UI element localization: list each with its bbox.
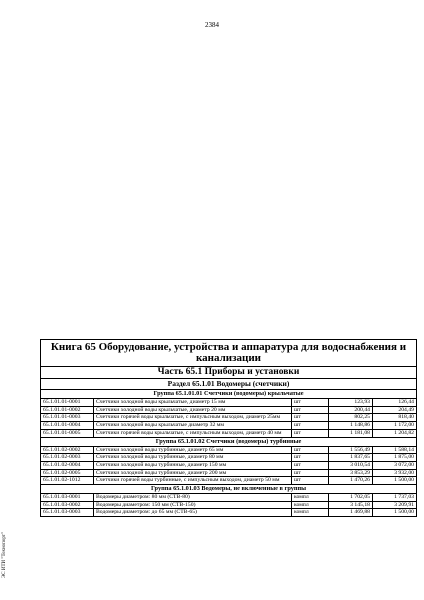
- item-price-2: 3 072,00: [373, 461, 417, 469]
- item-unit: шт: [292, 477, 329, 485]
- item-code: 65.1.01.01-0001: [41, 399, 94, 407]
- item-price-1: 1 469,88: [329, 509, 373, 517]
- item-name: Счетчики холодной воды турбинные, диаметр 65 мм: [94, 446, 292, 454]
- item-unit: шт: [292, 406, 329, 414]
- item-name: Водомеры диаметром: 80 мм (СТВ-80): [94, 494, 292, 502]
- item-price-1: 200,44: [329, 406, 373, 414]
- item-code: 65.1.01.01-0005: [41, 429, 94, 437]
- table-row: [41, 429, 417, 437]
- item-price-2: 1 737,03: [373, 494, 417, 502]
- item-code: 65.1.01.03-0001: [41, 494, 94, 502]
- item-code: 65.1.01.01-0002: [41, 406, 94, 414]
- item-price-1: 3 145,18: [329, 501, 373, 509]
- item-price-2: 1 172,00: [373, 422, 417, 430]
- page-number: 2384: [205, 21, 219, 29]
- group-header-row: [41, 390, 417, 399]
- book-title: Книга 65 Оборудование, устройства и аппаратура для водоснабжения и канализации: [41, 340, 417, 367]
- item-name: Водомеры диаметром: до 65 мм (СТВ-65): [94, 509, 292, 517]
- item-price-1: 802,25: [329, 414, 373, 422]
- item-unit: шт: [292, 429, 329, 437]
- item-unit: компл: [292, 494, 329, 502]
- item-code: 65.1.01.03-0003: [41, 509, 94, 517]
- item-name: Счетчики холодной воды крыльчатые, диаметр 15 мм: [94, 399, 292, 407]
- item-code: 65.1.01.02-0005: [41, 469, 94, 477]
- item-name: Счетчики горячей воды крыльчатые, с импульсным выходом, диаметр 25мм: [94, 414, 292, 422]
- item-code: 65.1.01.01-0003: [41, 414, 94, 422]
- table-row: [41, 477, 417, 485]
- part-title: Часть 65.1 Приборы и установки: [41, 367, 417, 379]
- item-price-1: 123,93: [329, 399, 373, 407]
- item-name: Счетчики холодной воды крыльчатые, диаметр 20 мм: [94, 406, 292, 414]
- item-unit: шт: [292, 461, 329, 469]
- item-unit: шт: [292, 399, 329, 407]
- group-header-row: [41, 437, 417, 446]
- item-unit: шт: [292, 469, 329, 477]
- table-row: [41, 494, 417, 502]
- item-price-1: 1 148,86: [329, 422, 373, 430]
- item-price-2: 1 500,00: [373, 477, 417, 485]
- item-unit: шт: [292, 446, 329, 454]
- side-stamp-text: ЭС ИТИ "Технопорт": [2, 532, 7, 578]
- item-unit: компл: [292, 501, 329, 509]
- item-code: 65.1.01.02-0003: [41, 454, 94, 462]
- table-row: [41, 509, 417, 517]
- item-unit: шт: [292, 454, 329, 462]
- item-price-2: 1 875,00: [373, 454, 417, 462]
- item-price-2: 3 932,00: [373, 469, 417, 477]
- item-code: 65.1.01.03-0002: [41, 501, 94, 509]
- table-row: [41, 461, 417, 469]
- item-price-2: 818,40: [373, 414, 417, 422]
- item-code: 65.1.01.02-0002: [41, 446, 94, 454]
- price-table: [40, 339, 417, 517]
- group-title: Группа 65.1.01.02 Счетчики (водомеры) турбинные: [41, 437, 417, 446]
- item-price-1: 1 470,26: [329, 477, 373, 485]
- item-price-1: 1 556,49: [329, 446, 373, 454]
- group-header-row: [41, 485, 417, 494]
- item-unit: шт: [292, 414, 329, 422]
- table-row: [41, 469, 417, 477]
- item-price-2: 1 588,14: [373, 446, 417, 454]
- table-row: [41, 446, 417, 454]
- item-price-2: 126,44: [373, 399, 417, 407]
- table-row: [41, 406, 417, 414]
- section-title-row: [41, 379, 417, 390]
- item-name: Водомеры диаметром: 150 мм (СТВ-150): [94, 501, 292, 509]
- part-title-row: [41, 367, 417, 379]
- item-code: 65.1.01.01-0004: [41, 422, 94, 430]
- item-price-1: 1 837,65: [329, 454, 373, 462]
- item-name: Счетчики горячей воды турбинные, с импульсным выходом, диаметр 50 мм: [94, 477, 292, 485]
- item-price-1: 3 010,54: [329, 461, 373, 469]
- item-price-1: 1 181,08: [329, 429, 373, 437]
- table-row: [41, 501, 417, 509]
- item-name: Счетчики горячей воды крыльчатые, с импульсным выходом, диаметр 40 мм: [94, 429, 292, 437]
- item-unit: шт: [292, 422, 329, 430]
- table-row: [41, 399, 417, 407]
- item-name: Счетчики холодной воды турбинные, диаметр 150 мм: [94, 461, 292, 469]
- item-price-2: 3 209,91: [373, 501, 417, 509]
- item-unit: компл: [292, 509, 329, 517]
- side-stamp: [2, 532, 12, 588]
- item-price-2: 1 204,82: [373, 429, 417, 437]
- table-row: [41, 422, 417, 430]
- item-name: Счетчики холодной воды турбинные, диаметр 80 мм: [94, 454, 292, 462]
- item-price-2: 1 500,00: [373, 509, 417, 517]
- item-name: Счетчики холодной воды крыльчатые диаметр 32 мм: [94, 422, 292, 430]
- group-title: Группа 65.1.01.03 Водомеры, не включенные в группы: [41, 485, 417, 494]
- group-title: Группа 65.1.01.01 Счетчики (водомеры) крыльчатые: [41, 390, 417, 399]
- table-row: [41, 414, 417, 422]
- item-price-2: 204,49: [373, 406, 417, 414]
- price-table-body: [41, 340, 417, 517]
- book-title-row: [41, 340, 417, 367]
- item-price-1: 3 853,29: [329, 469, 373, 477]
- item-code: 65.1.01.02-0004: [41, 461, 94, 469]
- item-code: 65.1.01.02-1012: [41, 477, 94, 485]
- section-title: Раздел 65.1.01 Водомеры (счетчики): [41, 379, 417, 390]
- table-row: [41, 454, 417, 462]
- item-price-1: 1 702,05: [329, 494, 373, 502]
- item-name: Счетчики холодной воды турбинные, диаметр 200 мм: [94, 469, 292, 477]
